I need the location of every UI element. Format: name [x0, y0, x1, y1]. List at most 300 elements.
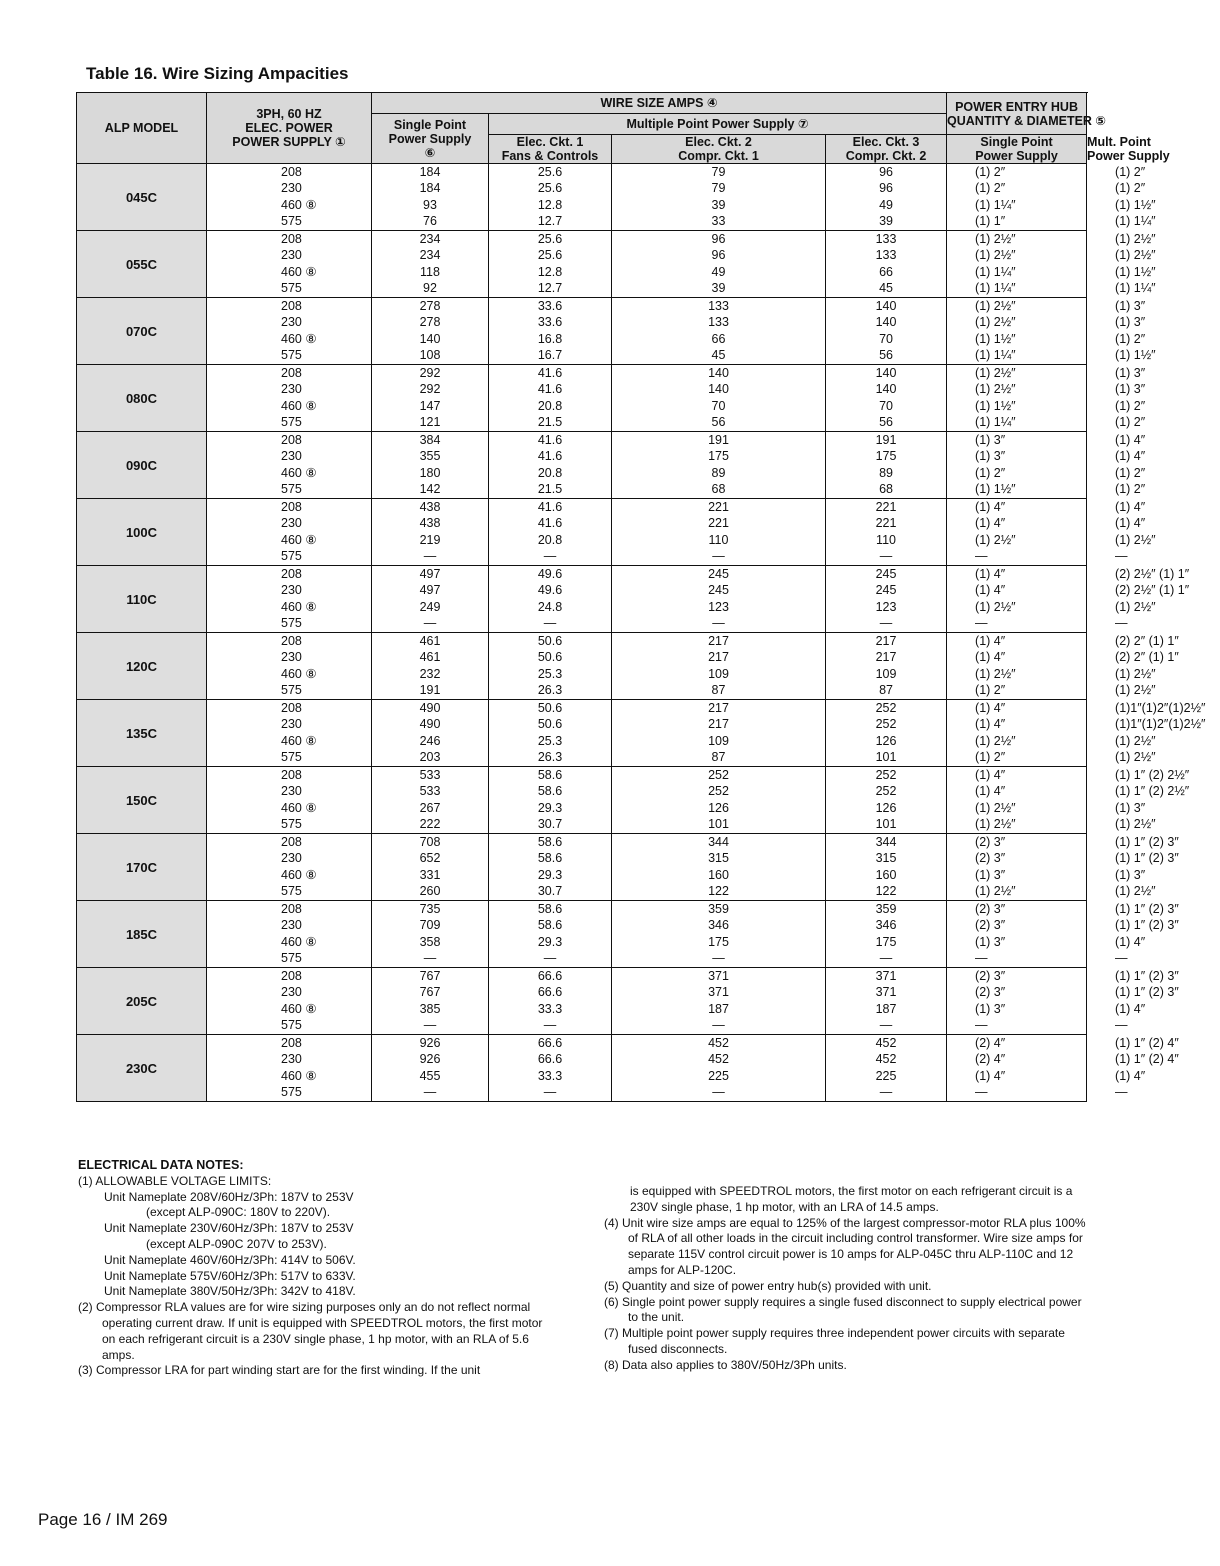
cell-value: 184 [419, 165, 441, 179]
cell-value: 230 [281, 382, 302, 397]
note-5: (5) Quantity and size of power entry hub(s) provided with unit. [604, 1278, 932, 1293]
cell-value: 358 [419, 934, 441, 949]
cell-value: 41.6 [537, 449, 563, 464]
voltage-cell [207, 164, 372, 231]
cell-value: 315 [875, 851, 897, 866]
cell-value: 245 [875, 567, 897, 581]
note-2: (2) Compressor RLA values are for wire sizing purposes only an do not reflect normal operating current draw. If unit is equipped with SPEEDTROL motors, the first motor on each refrigerant circuit is a 230V single phase, 1 hp motor, with an RLA of 5.6 amps. [78, 1300, 543, 1362]
cell-value: 460 ⑧ [281, 867, 317, 882]
cell-value: — [423, 951, 437, 966]
single-point-amps-cell [372, 700, 489, 767]
cell-value: 191 [708, 433, 729, 447]
elec-ckt-1-amps-cell [489, 432, 612, 499]
cell-value: (1) 2½″ [975, 382, 1016, 397]
cell-value: 58.6 [537, 918, 563, 933]
cell-value: 50.6 [537, 650, 563, 665]
cell-value: 21.5 [537, 482, 563, 497]
cell-value: (2) 3″ [975, 902, 1006, 916]
cell-value: 709 [419, 918, 441, 933]
cell-value: 66.6 [537, 969, 563, 983]
single-point-amps-cell [372, 633, 489, 700]
cell-value: 140 [875, 315, 897, 330]
cell-value: 96 [879, 165, 893, 179]
note-1: (1) ALLOWABLE VOLTAGE LIMITS: [78, 1173, 272, 1188]
single-point-amps-cell [372, 432, 489, 499]
cell-value: 33 [711, 214, 726, 229]
cell-value: 58.6 [537, 835, 563, 849]
table-row: 080C 208 230 460 ⑧ 575 292 292 147 121 41.6 41.6 20.8 21.5 140 140 70 56 140 140 70 56 (1) 2½″ (1) 2½″ (1) 1½″ (1) 1¼″ (1) 3″ (1) 3″ (1) 2″ (1) 2″ [77, 365, 1087, 432]
elec-ckt-3-amps-cell [826, 566, 947, 633]
cell-value: 25.6 [537, 165, 563, 179]
single-point-amps-cell [372, 231, 489, 298]
cell-value: 87 [711, 683, 726, 698]
elec-ckt-1-amps-cell [489, 231, 612, 298]
cell-value: 56 [879, 348, 893, 363]
cell-value: 222 [419, 817, 441, 832]
cell-value: 41.6 [537, 516, 563, 531]
cell-value: 460 ⑧ [281, 1001, 317, 1016]
cell-value: 96 [711, 232, 726, 246]
cell-value: 708 [419, 835, 441, 849]
cell-value: — [975, 616, 988, 631]
model-cell: 110C [77, 566, 207, 633]
cell-value: 208 [281, 634, 302, 648]
cell-value: — [975, 1085, 988, 1100]
cell-value: 25.6 [537, 248, 563, 263]
cell-value: 76 [423, 214, 437, 229]
cell-value: 101 [875, 817, 897, 832]
elec-ckt-3-amps-cell [826, 1035, 947, 1102]
elec-ckt-3-amps-cell [826, 700, 947, 767]
cell-value: (1) 4″ [975, 500, 1006, 514]
cell-value: 252 [875, 768, 897, 782]
elec-ckt-3-amps-cell [826, 834, 947, 901]
note-1-line: Unit Nameplate 460V/60Hz/3Ph: 414V to 506V. [104, 1252, 356, 1267]
elec-ckt-2-amps-cell [612, 968, 826, 1035]
cell-value: 575 [281, 1018, 302, 1033]
model-cell: 170C [77, 834, 207, 901]
cell-value: 12.7 [537, 214, 563, 229]
cell-value: 175 [708, 449, 729, 464]
cell-value: 118 [420, 264, 440, 279]
header-hub-single: Single Point Power Supply [947, 135, 1087, 164]
cell-value: 533 [419, 784, 441, 799]
cell-value: 79 [711, 181, 726, 196]
cell-value: 33.6 [537, 315, 563, 330]
cell-value: 110 [876, 532, 896, 547]
note-3-continued: is equipped with SPEEDTROL motors, the first motor on each refrigerant circuit is a 230V single phase, 1 hp motor, with an LRA of 14.5 amps. [630, 1184, 1073, 1214]
cell-value: (1) 4″ [975, 583, 1006, 598]
elec-ckt-1-amps-cell [489, 767, 612, 834]
hub-single-point-cell [947, 499, 1087, 566]
note-1-line: Unit Nameplate 230V/60Hz/3Ph: 187V to 253V [104, 1221, 354, 1236]
cell-value: 160 [875, 867, 897, 882]
cell-value: 140 [875, 299, 897, 313]
cell-value: 12.7 [537, 281, 563, 296]
elec-ckt-2-amps-cell [612, 700, 826, 767]
cell-value: 109 [708, 666, 729, 681]
cell-value: 121 [419, 415, 441, 430]
cell-value: 533 [419, 768, 441, 782]
model-cell: 135C [77, 700, 207, 767]
cell-value: 252 [708, 784, 729, 799]
header-multiple-point: Multiple Point Power Supply ⑦ [489, 114, 947, 135]
note-8: (8) Data also applies to 380V/50Hz/3Ph units. [604, 1357, 847, 1372]
cell-value: 575 [281, 1085, 302, 1100]
cell-value: 133 [708, 299, 729, 313]
model-cell: 090C [77, 432, 207, 499]
cell-value: 926 [419, 1052, 441, 1067]
cell-value: — [423, 1085, 437, 1100]
cell-value: 66 [711, 331, 726, 346]
cell-value: 126 [875, 733, 897, 748]
cell-value: 96 [879, 181, 893, 196]
cell-value: (1) 2½″ [975, 733, 1016, 748]
cell-value: 39 [711, 281, 726, 296]
cell-value: — [975, 1018, 988, 1033]
cell-value: (1) 1¼″ [975, 348, 1016, 363]
cell-value: 455 [419, 1068, 441, 1083]
cell-value: 575 [281, 281, 302, 296]
cell-value: 208 [281, 1036, 302, 1050]
voltage-cell [207, 700, 372, 767]
voltage-cell [207, 499, 372, 566]
cell-value: — [879, 616, 893, 631]
note-1-line: (except ALP-090C: 180V to 220V). [146, 1205, 331, 1220]
cell-value: (1) 3″ [975, 449, 1006, 464]
voltage-cell [207, 566, 372, 633]
cell-value: (1) 4″ [975, 567, 1006, 581]
cell-value: 101 [875, 750, 897, 765]
cell-value: 208 [281, 567, 302, 581]
cell-value: 21.5 [537, 415, 563, 430]
cell-value: 25.6 [537, 181, 563, 196]
cell-value: — [975, 549, 988, 564]
cell-value: 33.3 [537, 1001, 563, 1016]
model-cell: 150C [77, 767, 207, 834]
cell-value: (1) 2½″ [975, 232, 1016, 246]
cell-value: 101 [708, 817, 729, 832]
cell-value: 140 [875, 382, 897, 397]
cell-value: 461 [419, 650, 441, 665]
cell-value: (1) 2½″ [975, 666, 1016, 681]
cell-value: 252 [875, 701, 897, 715]
cell-value: 452 [875, 1052, 897, 1067]
cell-value: — [879, 1085, 893, 1100]
cell-value: 140 [875, 366, 897, 380]
header-alp-model: ALP MODEL [77, 93, 207, 164]
elec-ckt-1-amps-cell [489, 700, 612, 767]
cell-value: — [712, 1085, 725, 1100]
elec-ckt-1-amps-cell [489, 968, 612, 1035]
cell-value: 575 [281, 616, 302, 631]
cell-value: 70 [711, 398, 726, 413]
cell-value: 225 [875, 1068, 897, 1083]
elec-ckt-3-amps-cell [826, 164, 947, 231]
cell-value: (1) 1″ [975, 214, 1006, 229]
cell-value: 245 [708, 567, 729, 581]
cell-value: 89 [711, 465, 726, 480]
cell-value: 29.3 [537, 867, 563, 882]
cell-value: 70 [879, 398, 893, 413]
cell-value: 175 [708, 934, 729, 949]
cell-value: 29.3 [537, 934, 563, 949]
hub-single-point-cell [947, 633, 1087, 700]
cell-value: 108 [419, 348, 441, 363]
cell-value: 45 [711, 348, 726, 363]
cell-value: — [712, 951, 725, 966]
cell-value: (1) 2½″ [975, 299, 1016, 313]
cell-value: 460 ⑧ [281, 532, 317, 547]
elec-ckt-2-amps-cell [612, 432, 826, 499]
elec-ckt-3-amps-cell [826, 365, 947, 432]
cell-value: 50.6 [537, 717, 563, 732]
cell-value: 68 [711, 482, 726, 497]
model-cell: 100C [77, 499, 207, 566]
note-4: (4) Unit wire size amps are equal to 125% of the largest compressor-motor RLA plus 100% of RLA of all other loads in the circuit including control transformer. Wire size amps for separate 115V control circuit power is 10 amps for ALP-045C thru ALP-110C and 12 amps for ALP-120C. [604, 1215, 1086, 1277]
header-elec-ckt-3: Elec. Ckt. 3 Compr. Ckt. 2 [826, 135, 947, 164]
cell-value: 344 [875, 835, 897, 849]
header-elec-ckt-1: Elec. Ckt. 1 Fans & Controls [489, 135, 612, 164]
table-row: 120C 208 230 460 ⑧ 575 461 461 232 191 50.6 50.6 25.3 26.3 217 217 109 87 217 217 109 87 (1) 4″ (1) 4″ (1) 2½″ (1) 2″ (2) 2″ (1) 1″ (2) 2″ (1) 1″ (1) 2½″ (1) 2½″ [77, 633, 1087, 700]
cell-value: (1) 3″ [975, 1001, 1006, 1016]
cell-value: 123 [708, 599, 729, 614]
cell-value: 246 [419, 733, 441, 748]
cell-value: 140 [708, 382, 729, 397]
hub-single-point-cell [947, 901, 1087, 968]
note-1-line: (except ALP-090C 207V to 253V). [146, 1236, 327, 1251]
cell-value: 575 [281, 750, 302, 765]
cell-value: 252 [708, 768, 729, 782]
cell-value: 230 [281, 784, 302, 799]
table-row: 185C 208 230 460 ⑧ 575 735 709 358 — 58.6 58.6 29.3 — 359 346 175 — 359 346 175 — (2) 3″ (2) 3″ (1) 3″ — (1) 1″ (2) 3″ (1) 1″ (2) 3″ (1) 4″ — [77, 901, 1087, 968]
cell-value: 219 [419, 532, 441, 547]
model-cell: 230C [77, 1035, 207, 1102]
header-wire-size-amps: WIRE SIZE AMPS ④ [372, 93, 947, 114]
table-row: 090C 208 230 460 ⑧ 575 384 355 180 142 41.6 41.6 20.8 21.5 191 175 89 68 191 175 89 68 (1) 3″ (1) 3″ (1) 2″ (1) 1½″ (1) 4″ (1) 4″ (1) 2″ (1) 2″ [77, 432, 1087, 499]
cell-value: 25.3 [537, 733, 563, 748]
cell-value: 575 [281, 817, 302, 832]
cell-value: 39 [879, 214, 893, 229]
elec-ckt-2-amps-cell [612, 633, 826, 700]
table-row: 135C 208 230 460 ⑧ 575 490 490 246 203 50.6 50.6 25.3 26.3 217 217 109 87 252 252 126 101 (1) 4″ (1) 4″ (1) 2½″ (1) 2″ (1)1″(1)2″(1)2½″ (1)1″(1)2″(1)2½″ (1) 2½″ (1) 2½″ [77, 700, 1087, 767]
voltage-cell [207, 901, 372, 968]
cell-value: 208 [281, 701, 302, 715]
cell-value: 49.6 [537, 583, 563, 598]
single-point-amps-cell [372, 767, 489, 834]
cell-value: 767 [419, 969, 441, 983]
cell-value: 123 [875, 599, 897, 614]
cell-value: 175 [875, 449, 897, 464]
cell-value: 460 ⑧ [281, 331, 317, 346]
voltage-cell [207, 231, 372, 298]
cell-value: (1) 1¼″ [975, 197, 1016, 212]
cell-value: (1) 3″ [975, 433, 1006, 447]
cell-value: 221 [708, 500, 729, 514]
cell-value: — [543, 616, 557, 631]
voltage-cell [207, 365, 372, 432]
cell-value: — [543, 1018, 557, 1033]
cell-value: 133 [708, 315, 729, 330]
elec-ckt-3-amps-cell [826, 968, 947, 1035]
hub-single-point-cell [947, 1035, 1087, 1102]
cell-value: 191 [875, 433, 897, 447]
cell-value: (1) 2½″ [975, 532, 1016, 547]
cell-value: 133 [875, 232, 897, 246]
cell-value: 92 [423, 281, 437, 296]
cell-value: 96 [711, 248, 726, 263]
cell-value: (2) 4″ [975, 1052, 1006, 1067]
cell-value: 66.6 [537, 1052, 563, 1067]
cell-value: 180 [419, 465, 441, 480]
note-1-line: Unit Nameplate 208V/60Hz/3Ph: 187V to 253V [104, 1189, 354, 1204]
cell-value: 461 [419, 634, 441, 648]
cell-value: (1) 2½″ [975, 817, 1016, 832]
elec-ckt-2-amps-cell [612, 365, 826, 432]
cell-value: 575 [281, 951, 302, 966]
single-point-amps-cell [372, 365, 489, 432]
cell-value: 56 [711, 415, 726, 430]
elec-ckt-2-amps-cell [612, 834, 826, 901]
elec-ckt-3-amps-cell [826, 633, 947, 700]
cell-value: (1) 1¼″ [975, 415, 1016, 430]
hub-single-point-cell [947, 566, 1087, 633]
cell-value: 460 ⑧ [281, 465, 317, 480]
cell-value: (1) 2″ [975, 465, 1006, 480]
elec-ckt-2-amps-cell [612, 231, 826, 298]
table-row: 100C 208 230 460 ⑧ 575 438 438 219 — 41.6 41.6 20.8 — 221 221 110 — 221 221 110 — (1) 4″ (1) 4″ (1) 2½″ — (1) 4″ (1) 4″ (1) 2½″ — [77, 499, 1087, 566]
model-cell: 080C [77, 365, 207, 432]
cell-value: 460 ⑧ [281, 264, 317, 279]
model-cell: 205C [77, 968, 207, 1035]
cell-value: 225 [708, 1068, 729, 1083]
cell-value: 26.3 [537, 750, 563, 765]
header-elec-power: 3PH, 60 HZ ELEC. POWER POWER SUPPLY ① [207, 93, 372, 164]
cell-value: 68 [879, 482, 893, 497]
cell-value: 292 [419, 366, 441, 380]
cell-value: 278 [419, 315, 441, 330]
cell-value: 45 [879, 281, 893, 296]
cell-value: 58.6 [537, 902, 563, 916]
cell-value: 230 [281, 583, 302, 598]
cell-value: 66.6 [537, 985, 563, 1000]
cell-value: (1) 3″ [975, 867, 1006, 882]
cell-value: 217 [708, 650, 729, 665]
cell-value: 355 [419, 449, 441, 464]
table-row: 055C 208 230 460 ⑧ 575 234 234 118 92 25.6 25.6 12.8 12.7 96 96 49 39 133 133 66 45 (1) 2½″ (1) 2½″ (1) 1¼″ (1) 1¼″ (1) 2½″ (1) 2½″ (1) 1½″ (1) 1¼″ [77, 231, 1087, 298]
cell-value: — [879, 951, 893, 966]
cell-value: 359 [708, 902, 729, 916]
cell-value: 140 [708, 366, 729, 380]
cell-value: 460 ⑧ [281, 398, 317, 413]
hub-single-point-cell [947, 968, 1087, 1035]
cell-value: 208 [281, 835, 302, 849]
cell-value: 109 [875, 666, 897, 681]
cell-value: 575 [281, 683, 302, 698]
cell-value: (1) 2″ [975, 683, 1006, 698]
cell-value: 142 [419, 482, 441, 497]
cell-value: 126 [875, 800, 897, 815]
voltage-cell [207, 633, 372, 700]
cell-value: 385 [419, 1001, 441, 1016]
voltage-cell [207, 767, 372, 834]
cell-value: (1) 2½″ [975, 884, 1016, 899]
header-single-point: Single Point Power Supply ⑥ [372, 114, 489, 164]
cell-value: 315 [708, 851, 729, 866]
cell-value: 438 [419, 500, 441, 514]
cell-value: 20.8 [537, 465, 563, 480]
cell-value: 575 [281, 884, 302, 899]
cell-value: 497 [419, 583, 441, 598]
single-point-amps-cell [372, 1035, 489, 1102]
cell-value: 66 [879, 264, 893, 279]
cell-value: (1) 2″ [975, 750, 1006, 765]
cell-value: — [423, 1018, 437, 1033]
cell-value: 79 [711, 165, 726, 179]
elec-ckt-2-amps-cell [612, 164, 826, 231]
cell-value: 245 [708, 583, 729, 598]
elec-ckt-2-amps-cell [612, 901, 826, 968]
cell-value: 30.7 [537, 884, 563, 899]
cell-value: 26.3 [537, 683, 563, 698]
cell-value: 208 [281, 969, 302, 983]
cell-value: 58.6 [537, 784, 563, 799]
cell-value: 460 ⑧ [281, 733, 317, 748]
cell-value: 371 [875, 969, 897, 983]
cell-value: 187 [875, 1001, 897, 1016]
cell-value: 217 [875, 634, 897, 648]
cell-value: 767 [419, 985, 441, 1000]
cell-value: 490 [419, 717, 441, 732]
cell-value: (1) 4″ [975, 701, 1006, 715]
cell-value: 126 [708, 800, 729, 815]
cell-value: (2) 3″ [975, 985, 1006, 1000]
cell-value: (1) 4″ [975, 634, 1006, 648]
cell-value: — [712, 549, 725, 564]
cell-value: 70 [879, 331, 893, 346]
cell-value: (1) 1½″ [975, 331, 1016, 346]
single-point-amps-cell [372, 566, 489, 633]
cell-value: 346 [875, 918, 897, 933]
cell-value: 12.8 [537, 197, 563, 212]
cell-value: 384 [419, 433, 441, 447]
hub-single-point-cell [947, 432, 1087, 499]
wire-sizing-table: ALP MODEL 3PH, 60 HZ ELEC. POWER POWER SUPPLY ① WIRE SIZE AMPS ④ POWER ENTRY HUB QUANTITY & DIAMETER ⑤ Single Point Power Supply ⑥ Multiple Point Power Supply ⑦ Elec. Ckt. 1 Fans & Controls Elec. Ckt. 2 Compr. Ckt. 1 Elec. Ckt. 3 Compr. Ckt. 2 Single Point Power Supply Mult. Point Power Supply 045C 208 230 460 ⑧ 575 184 184 93 76 25.6 25.6 12.8 12.7 79 79 39 33 96 96 49 39 (1) 2″ (1) 2″ (1) 1¼″ (1) 1″ (1) 2″ (1) 2″ (1) 1½″ (1) 1¼″ 055C 208 230 460 ⑧ 575 234 234 118 92 25.6 25.6 12.8 12.7 96 96 49 39 133 133 66 45 (1) 2½″ (1) 2½″ (1) 1¼″ (1) 1¼″ (1) 2½″ (1) 2½″ (1) 1½″ (1) 1¼″ 070C 208 230 460 ⑧ 575 278 278 140 108 33.6 33.6 16.8 16.7 133 133 66 45 140 140 70 56 (1) 2½″ (1) 2½″ (1) 1½″ (1) 1¼″ (1) 3″ (1) 3″ (1) 2″ (1) 1½″ 080C 208 230 460 ⑧ 575 292 292 147 121 41.6 41.6 20.8 21.5 140 140 70 56 140 140 70 56 (1) 2½″ (1) 2½″ (1) 1½″ (1) 1¼″ (1) 3″ (1) 3″ (1) 2″ (1) 2″ 090C 208 230 460 ⑧ 575 384 355 180 142 41.6 41.6 20.8 21.5 191 175 89 68 191 175 89 68 (1) 3″ (1) 3″ (1) 2″ (1) 1½″ (1) 4″ (1) 4″ (1) 2″ (1) 2″ 100C 208 230 460 ⑧ 575 438 438 219 — 41.6 41.6 20.8 — 221 221 110 — 221 221 110 — (1) 4″ (1) 4″ (1) 2½″ — (1) 4″ (1) 4″ (1) 2½″ — 110C 208 230 460 ⑧ 575 497 497 249 — 49.6 49.6 24.8 — 245 245 123 — 245 245 123 — (1) 4″ (1) 4″ (1) 2½″ — (2) 2½″ (1) 1″ (2) 2½″ (1) 1″ (1) 2½″ — 120C 208 230 460 ⑧ 575 461 461 232 191 50.6 50.6 25.3 26.3 217 217 109 87 217 217 109 87 (1) 4″ (1) 4″ (1) 2½″ (1) 2″ (2) 2″ (1) 1″ (2) 2″ (1) 1″ (1) 2½″ (1) 2½″ 135C 208 230 460 ⑧ 575 490 490 246 203 50.6 50.6 25.3 26.3 217 217 109 87 252 252 126 101 (1) 4″ (1) 4″ (1) 2½″ (1) 2″ (1)1″(1)2″(1)2½″ (1)1″(1)2″(1)2½″ (1) 2½″ (1) 2½″ 150C 208 230 460 ⑧ 575 533 533 267 222 58.6 58.6 29.3 30.7 252 252 126 101 252 252 126 101 (1) 4″ (1) 4″ (1) 2½″ (1) 2½″ (1) 1″ (2) 2½″ (1) 1″ (2) 2½″ (1) 3″ (1) 2½″ 170C 208 230 460 ⑧ 575 708 652 331 260 58.6 58.6 29.3 30.7 344 315 160 122 344 315 160 122 (2) 3″ (2) 3″ (1) 3″ (1) 2½″ (1) 1″ (2) 3″ (1) 1″ (2) 3″ (1) 3″ (1) 2½″ 185C 208 230 460 ⑧ 575 735 709 358 — 58.6 58.6 29.3 — 359 346 175 — 359 346 175 — (2) 3″ (2) 3″ (1) 3″ — (1) 1″ (2) 3″ (1) 1″ (2) 3″ (1) 4″ — 205C 208 230 460 ⑧ 575 767 767 385 — 66.6 66.6 33.3 — 371 371 187 — 371 371 187 — (2) 3″ (2) 3″ (1) 3″ — (1) 1″ (2) 3″ (1) 1″ (2) 3″ (1) 4″ — 230C 208 230 460 ⑧ 575 926 926 455 — 66.6 66.6 33.3 — 452 452 225 — 452 452 225 — (2) 4″ (2) 4″ (1) 4″ — (1) 1″ (2) 4″ (1) 1″ (2) 4″ (1) 4″ — [76, 92, 1087, 1102]
elec-ckt-2-amps-cell [612, 298, 826, 365]
cell-value: 41.6 [537, 366, 563, 380]
cell-value: — [543, 1085, 557, 1100]
cell-value: 221 [708, 516, 729, 531]
cell-value: 122 [875, 884, 897, 899]
cell-value: (1) 2″ [975, 181, 1006, 196]
cell-value: (1) 1½″ [975, 398, 1016, 413]
voltage-cell [207, 968, 372, 1035]
cell-value: 490 [419, 701, 441, 715]
cell-value: 187 [708, 1001, 729, 1016]
cell-value: 217 [708, 717, 729, 732]
single-point-amps-cell [372, 968, 489, 1035]
cell-value: 230 [281, 449, 302, 464]
elec-ckt-1-amps-cell [489, 164, 612, 231]
cell-value: 234 [419, 248, 441, 263]
cell-value: 452 [875, 1036, 897, 1050]
cell-value: 175 [875, 934, 897, 949]
elec-ckt-1-amps-cell [489, 298, 612, 365]
cell-value: 497 [419, 567, 441, 581]
model-cell: 070C [77, 298, 207, 365]
cell-value: 371 [875, 985, 897, 1000]
note-3: (3) Compressor LRA for part winding start are for the first winding. If the unit [78, 1363, 481, 1378]
